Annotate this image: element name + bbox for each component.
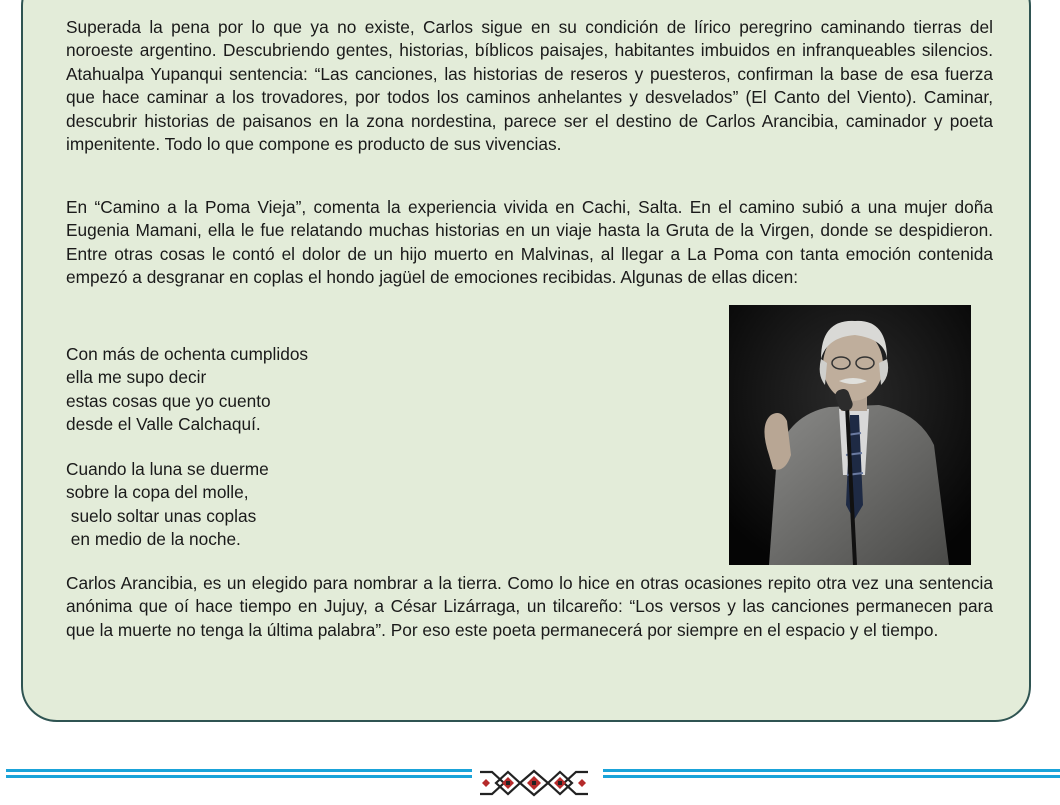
footer-divider-left xyxy=(6,769,472,778)
verse-stanza-1: Con más de ochenta cumplidos ella me supo decir estas cosas que yo cuento desde el Valle Calchaquí. xyxy=(66,344,309,435)
footer-divider-right xyxy=(603,769,1060,778)
andean-diamond-ornament-icon xyxy=(478,768,590,798)
singer-photo xyxy=(729,305,971,565)
verse-stanza-2: Cuando la luna se duerme sobre la copa del molle, suelo soltar unas coplas en medio de la noche. xyxy=(66,459,269,550)
singer-with-microphone-photo-icon xyxy=(729,305,971,565)
paragraph-3: Carlos Arancibia, es un elegido para nombrar a la tierra. Como lo hice en otras ocasiones repito otra vez una sentencia anónima que oí hace tiempo en Jujuy, a César Lizárraga, un tilcareño: “Los versos y las canciones permanecen para que la muerte no tenga la última palabra”. Por eso este poeta permanecerá por siempre en el espacio y el tiempo. xyxy=(66,573,993,640)
paragraph-2: En “Camino a la Poma Vieja”, comenta la experiencia vivida en Cachi, Salta. En el camino subió a una mujer doña Eugenia Mamani, ella le fue relatando muchas historias en un viaje hasta la Gruta de la Virgen, donde se despidieron. Entre otras cosas le contó el dolor de un hijo muerto en Malvinas, al llegar a La Poma con tanta emoción contenida empezó a desgranar en coplas el hondo jagüel de emociones recibidas. Algunas de ellas dicen: xyxy=(66,197,993,288)
paragraph-1: Superada la pena por lo que ya no existe, Carlos sigue en su condición de lírico peregrino caminando tierras del noroeste argentino. Descubriendo gentes, historias, bíblicos paisajes, habitantes imbuidos en infranqueables silencios. Atahualpa Yupanqui sentencia: “Las canciones, las historias de reseros y puesteros, confirman la base de esa fuerza que hace caminar a los trovadores, por todos los caminos anhelantes y desvelados” (El Canto del Viento). Caminar, descubrir historias de paisanos en la zona nordestina, parece ser el destino de Carlos Arancibia, caminador y poeta impenitente. Todo lo que compone es producto de sus vivencias. xyxy=(66,17,993,155)
